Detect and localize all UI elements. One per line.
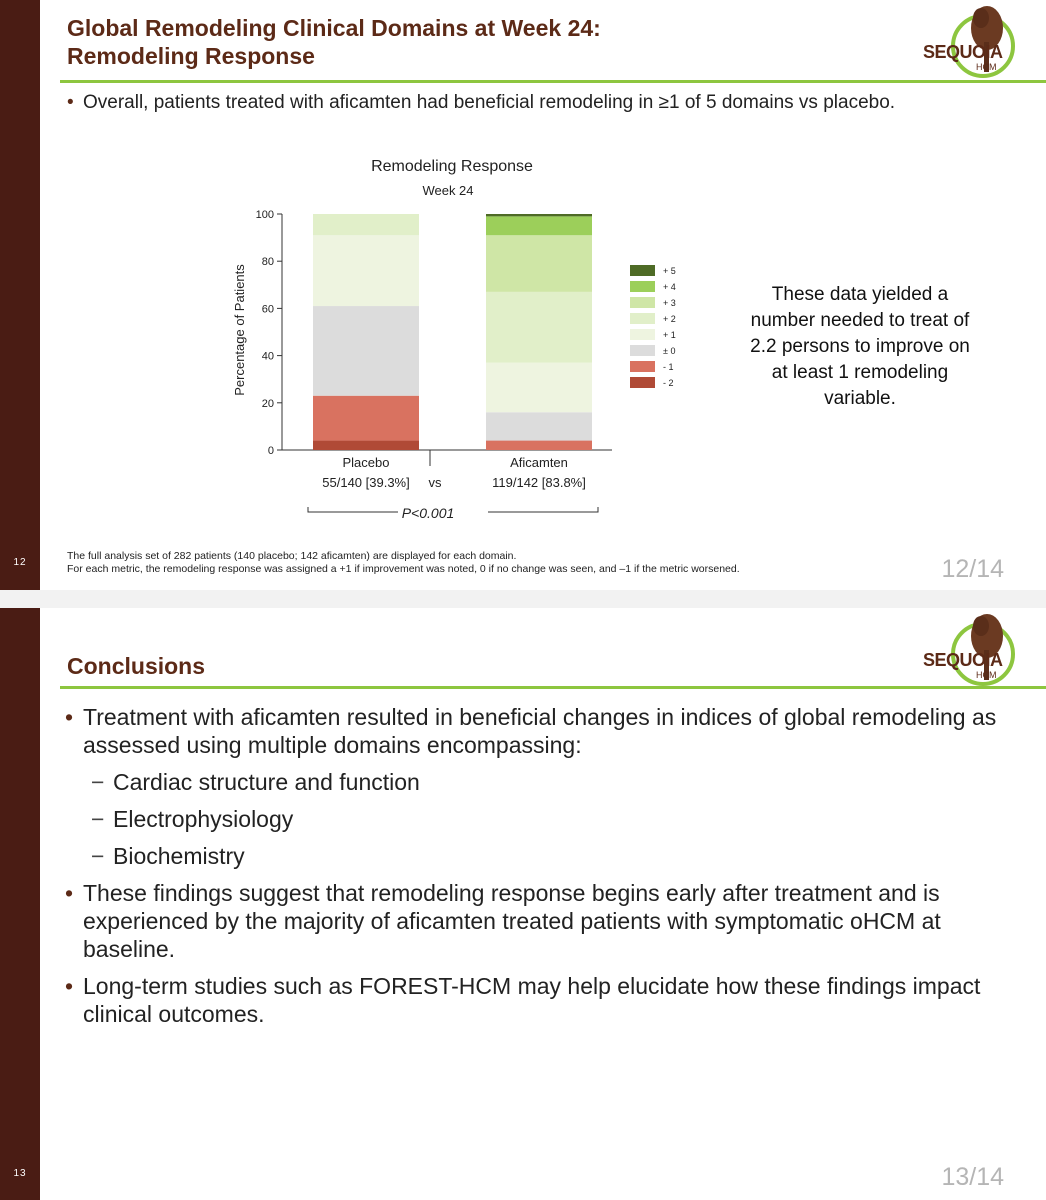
legend-label: + 5 [663, 266, 676, 276]
slide-12 [0, 0, 1046, 590]
sub-list-item [65, 768, 1025, 796]
bullet-dot: • [65, 704, 74, 730]
legend-label: + 3 [663, 298, 676, 308]
legend-swatch [630, 345, 655, 356]
bullet-dot: • [65, 973, 74, 999]
legend-label: ± 0 [663, 346, 676, 356]
intro-bullet [67, 91, 895, 115]
bar-segment-placebo [313, 306, 419, 396]
slide-title [67, 14, 601, 70]
title-line-2: Remodeling Response [67, 43, 315, 69]
bar-segment-aficamten [486, 441, 592, 450]
bar-segment-placebo [313, 441, 419, 450]
footnote [67, 550, 740, 576]
y-tick-label: 100 [255, 209, 274, 221]
chart-subtitle: Week 24 [422, 183, 474, 198]
legend-label: + 2 [663, 314, 676, 324]
chart-title: Remodeling Response [371, 158, 533, 175]
list-item [65, 972, 1025, 1028]
bar-segment-aficamten [486, 292, 592, 363]
sub-bullet-text: Cardiac structure and function [113, 769, 420, 795]
title-line-1: Global Remodeling Clinical Domains at Week 24: [67, 15, 601, 41]
bullet-text: Treatment with aficamten resulted in beneficial changes in indices of global remodeling as assessed using multiple domains encompassing: [83, 704, 997, 758]
footnote-line-1: The full analysis set of 282 patients (140 placebo; 142 aficamten) are displayed for each domain. [67, 550, 517, 562]
category-stat-label: 55/140 [39.3%] [322, 475, 410, 490]
y-tick-label: 0 [267, 445, 274, 457]
x-category-label: Aficamten [510, 455, 568, 470]
slide-number: 13 [13, 1168, 27, 1179]
slide-title: Conclusions [67, 653, 206, 679]
title-divider [60, 80, 1046, 83]
bar-segment-aficamten [486, 214, 592, 216]
nnt-callout: These data yielded a number needed to treat of 2.2 persons to improve on at least 1 remodeling variable. [750, 284, 970, 409]
y-axis-label: Percentage of Patients [232, 264, 247, 396]
footnote-line-2: For each metric, the remodeling response was assigned a +1 if improvement was noted, 0 if no change was seen, and –1 if the metric worsened. [67, 563, 740, 575]
slide-number: 12 [13, 557, 27, 568]
legend-swatch [630, 281, 655, 292]
legend-label: + 4 [663, 282, 676, 292]
logo-subtext: HCM [976, 62, 997, 72]
bar-segment-aficamten [486, 363, 592, 413]
sidebar-bar [0, 608, 40, 1200]
bar-segment-aficamten [486, 216, 592, 235]
legend-label: - 2 [663, 378, 674, 388]
dash-marker: − [91, 843, 105, 869]
bullet-dot: • [65, 880, 74, 906]
conclusions-list [65, 703, 1025, 1037]
legend-swatch [630, 361, 655, 372]
sub-list-item [65, 805, 1025, 833]
legend-swatch [630, 329, 655, 340]
logo-text: SEQUOIA [923, 650, 1003, 670]
list-item [65, 879, 1025, 963]
sub-bullet-text: Biochemistry [113, 843, 245, 869]
legend-label: - 1 [663, 362, 674, 372]
dash-marker: − [91, 806, 105, 832]
sub-bullet-text: Electrophysiology [113, 806, 294, 832]
bar-segment-placebo [313, 214, 419, 235]
legend-swatch [630, 377, 655, 388]
bullet-text: These findings suggest that remodeling response begins early after treatment and is experienced by the majority of aficamten treated patients with symptomatic oHCM at baseline. [83, 880, 941, 962]
legend-swatch [630, 297, 655, 308]
bar-segment-placebo [313, 235, 419, 306]
sidebar-bar [0, 0, 40, 590]
bar-segment-aficamten [486, 412, 592, 440]
page-count: 12/14 [941, 555, 1004, 583]
y-tick-label: 60 [261, 303, 274, 316]
legend-swatch [630, 313, 655, 324]
p-value-bracket-right [488, 507, 598, 512]
vs-label: vs [428, 475, 442, 490]
p-value-bracket-left [308, 507, 398, 512]
sequoia-logo [921, 2, 1016, 87]
category-stat-label: 119/142 [83.8%] [492, 475, 586, 490]
logo-text: SEQUOIA [923, 42, 1003, 62]
x-category-label: Placebo [342, 455, 390, 470]
page-count: 13/14 [941, 1163, 1004, 1191]
sub-list-item [65, 842, 1025, 870]
list-item [65, 703, 1025, 759]
bullet-dot: • [67, 92, 74, 113]
y-tick-label: 80 [261, 256, 274, 269]
p-value: P<0.001 [401, 505, 455, 521]
slide-13 [0, 608, 1046, 1200]
intro-bullet-text: Overall, patients treated with aficamten had beneficial remodeling in ≥1 of 5 domains vs placebo. [83, 92, 896, 113]
bar-segment-placebo [313, 396, 419, 441]
y-tick-label: 20 [261, 397, 274, 410]
y-tick-label: 40 [261, 350, 274, 363]
bullet-text: Long-term studies such as FOREST-HCM may help elucidate how these findings impact clinical outcomes. [83, 973, 981, 1027]
dash-marker: − [91, 769, 105, 795]
legend-label: + 1 [663, 330, 676, 340]
sequoia-logo [921, 610, 1016, 695]
legend-swatch [630, 265, 655, 276]
logo-subtext: HCM [976, 670, 997, 680]
title-divider [60, 686, 1046, 689]
bar-segment-aficamten [486, 235, 592, 292]
